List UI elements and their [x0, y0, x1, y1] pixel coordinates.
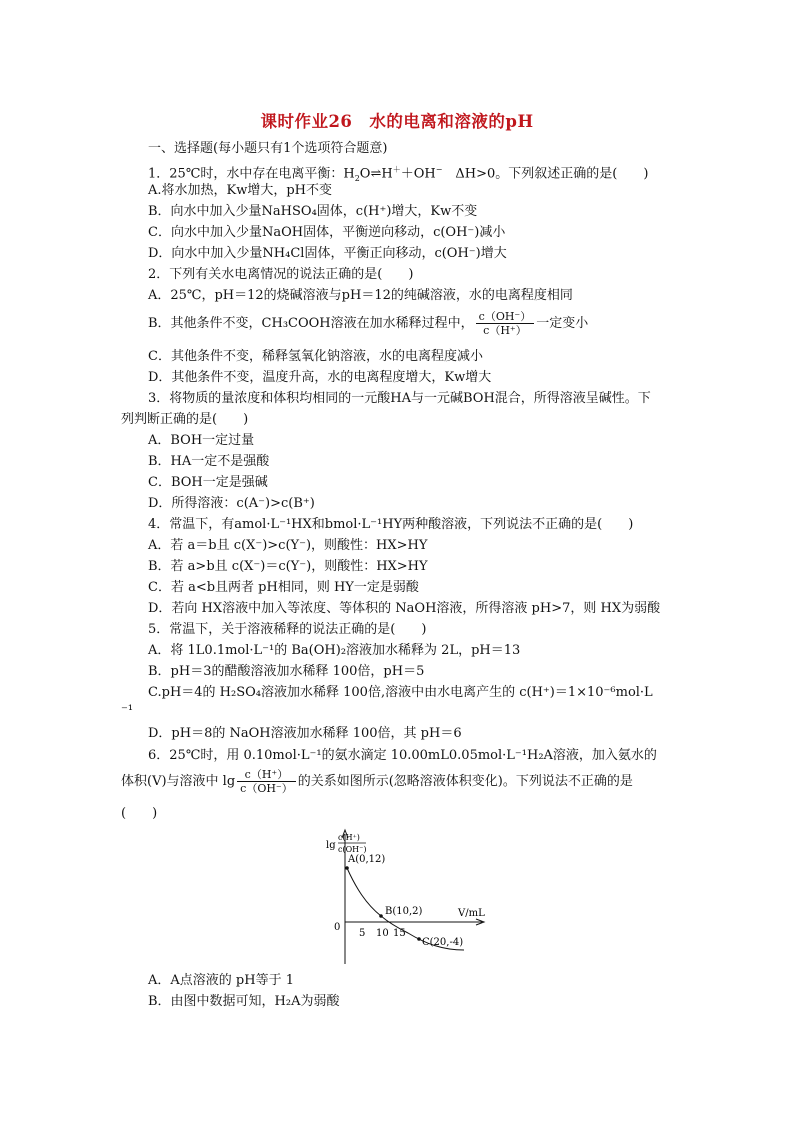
- origin-label: 0: [334, 922, 341, 933]
- q6-stem-line2: 体积(V)与溶液中 lg $\frac{c(H^+)}{c(OH^-)}$ 的关系如图所示(忽略溶液体积变化)。下列说法不正确的是: [121, 768, 633, 795]
- point-b-marker: [379, 914, 383, 918]
- page-title: 课时作业26 水的电离和溶液的pH: [260, 112, 534, 131]
- q6-stem-line1: 6．25℃时，用 0.10mol·L⁻¹的氨水滴定 10.00mL0.05mol·L⁻¹H₂A溶液，加入氨水的: [148, 748, 657, 763]
- q6-fraction: $\frac{c(H^+)}{c(OH^-)}$: [237, 768, 296, 795]
- q1-option-c: C．向水中加入少量NaOH固体，平衡逆向移动，c(OH⁻)减小: [148, 225, 506, 240]
- point-b-label: B(10,2): [385, 906, 423, 917]
- q2-option-b: B．其他条件不变，CH₃COOH溶液在加水稀释过程中， $\frac{c(OH^-)}{c(H^+)}$ 一定变小: [148, 310, 589, 337]
- q3-option-a: A．BOH一定过量: [148, 433, 255, 448]
- q5-option-b: B．pH＝3的醋酸溶液加水稀释 100倍，pH＝5: [148, 664, 425, 679]
- q2-option-a: A．25℃，pH＝12的烧碱溶液与pH＝12的纯碱溶液，水的电离程度相同: [148, 288, 573, 303]
- q5-option-c-line1: C.pH＝4的 H₂SO₄溶液加水稀释 100倍,溶液中由水电离产生的 c(H⁺)＝1×10⁻⁶mol·L: [148, 685, 653, 700]
- point-a-label: A(0,12): [348, 854, 386, 865]
- point-a-marker: [345, 866, 349, 870]
- q5-stem: 5．常温下，关于溶液稀释的说法正确的是( ): [148, 622, 427, 637]
- q2-fraction: $\frac{c(OH^-)}{c(H^+)}$: [476, 310, 535, 337]
- q6-stem-line3: ( ): [121, 806, 158, 821]
- y-axis-label-num: c(H⁺): [338, 833, 360, 842]
- q4-option-b: B．若 a>b且 c(X⁻)＝c(Y⁻)，则酸性：HX>HY: [148, 559, 428, 574]
- q6-option-b: B．由图中数据可知，H₂A为弱酸: [148, 994, 340, 1009]
- q4-option-a: A．若 a＝b且 c(X⁻)>c(Y⁻)，则酸性：HX>HY: [148, 538, 428, 553]
- q1-option-a: A.将水加热，Kw增大，pH不变: [148, 183, 333, 198]
- q4-option-d: D．若向 HX溶液中加入等浓度、等体积的 NaOH溶液，所得溶液 pH>7，则 HX为弱酸: [148, 601, 661, 616]
- q1-option-b: B．向水中加入少量NaHSO₄固体，c(H⁺)增大，Kw不变: [148, 204, 478, 219]
- q4-option-c: C．若 a<b且两者 pH相同，则 HY一定是弱酸: [148, 580, 419, 595]
- q6-option-a: A．A点溶液的 pH等于 1: [148, 973, 294, 988]
- q5-option-a: A．将 1L0.1mol·L⁻¹的 Ba(OH)₂溶液加水稀释为 2L，pH＝13: [148, 643, 521, 658]
- q3-option-c: C．BOH一定是强碱: [148, 475, 268, 490]
- tick-15: 15: [393, 928, 406, 939]
- q3-stem-line1: 3．将物质的量浓度和体积均相同的一元酸HA与一元碱BOH混合，所得溶液呈碱性。下: [148, 391, 651, 406]
- q2-option-d: D．其他条件不变，温度升高，水的电离程度增大，Kw增大: [148, 370, 492, 385]
- q3-stem-line2: 列判断正确的是( ): [121, 412, 249, 427]
- y-axis-label-den: c(OH⁻): [338, 845, 367, 854]
- tick-5: 5: [359, 928, 366, 939]
- x-axis-label: V/mL: [458, 908, 485, 919]
- q1-stem: 1．25℃时，水中存在电离平衡：$H_2O\rightleftharpoons H^++OH^-$ ΔH>0。下列叙述正确的是( ): [148, 165, 649, 183]
- q3-option-b: B．HA一定不是强酸: [148, 454, 270, 469]
- y-axis-label-lg: lg: [326, 840, 336, 851]
- q5-option-d: D．pH＝8的 NaOH溶液加水稀释 100倍，其 pH＝6: [148, 726, 462, 741]
- point-c-marker: [417, 937, 421, 941]
- q2-stem: 2．下列有关水电离情况的说法正确的是( ): [148, 267, 414, 282]
- q2-option-c: C．其他条件不变，稀释氢氧化钠溶液，水的电离程度减小: [148, 349, 483, 364]
- q5-option-c-line2: ⁻¹: [121, 703, 134, 718]
- q4-stem: 4．常温下，有amol·L⁻¹HX和bmol·L⁻¹HY两种酸溶液，下列说法不正确的是( ): [148, 517, 634, 532]
- q3-option-d: D．所得溶液：c(A⁻)>c(B⁺): [148, 496, 315, 511]
- point-c-label: C(20,-4): [422, 937, 464, 948]
- section-heading: 一、选择题(每小题只有1个选项符合题意): [148, 141, 388, 156]
- q1-option-d: D．向水中加入少量NH₄Cl固体，平衡正向移动，c(OH⁻)增大: [148, 246, 507, 261]
- titration-graph: [318, 826, 488, 971]
- tick-10: 10: [376, 928, 389, 939]
